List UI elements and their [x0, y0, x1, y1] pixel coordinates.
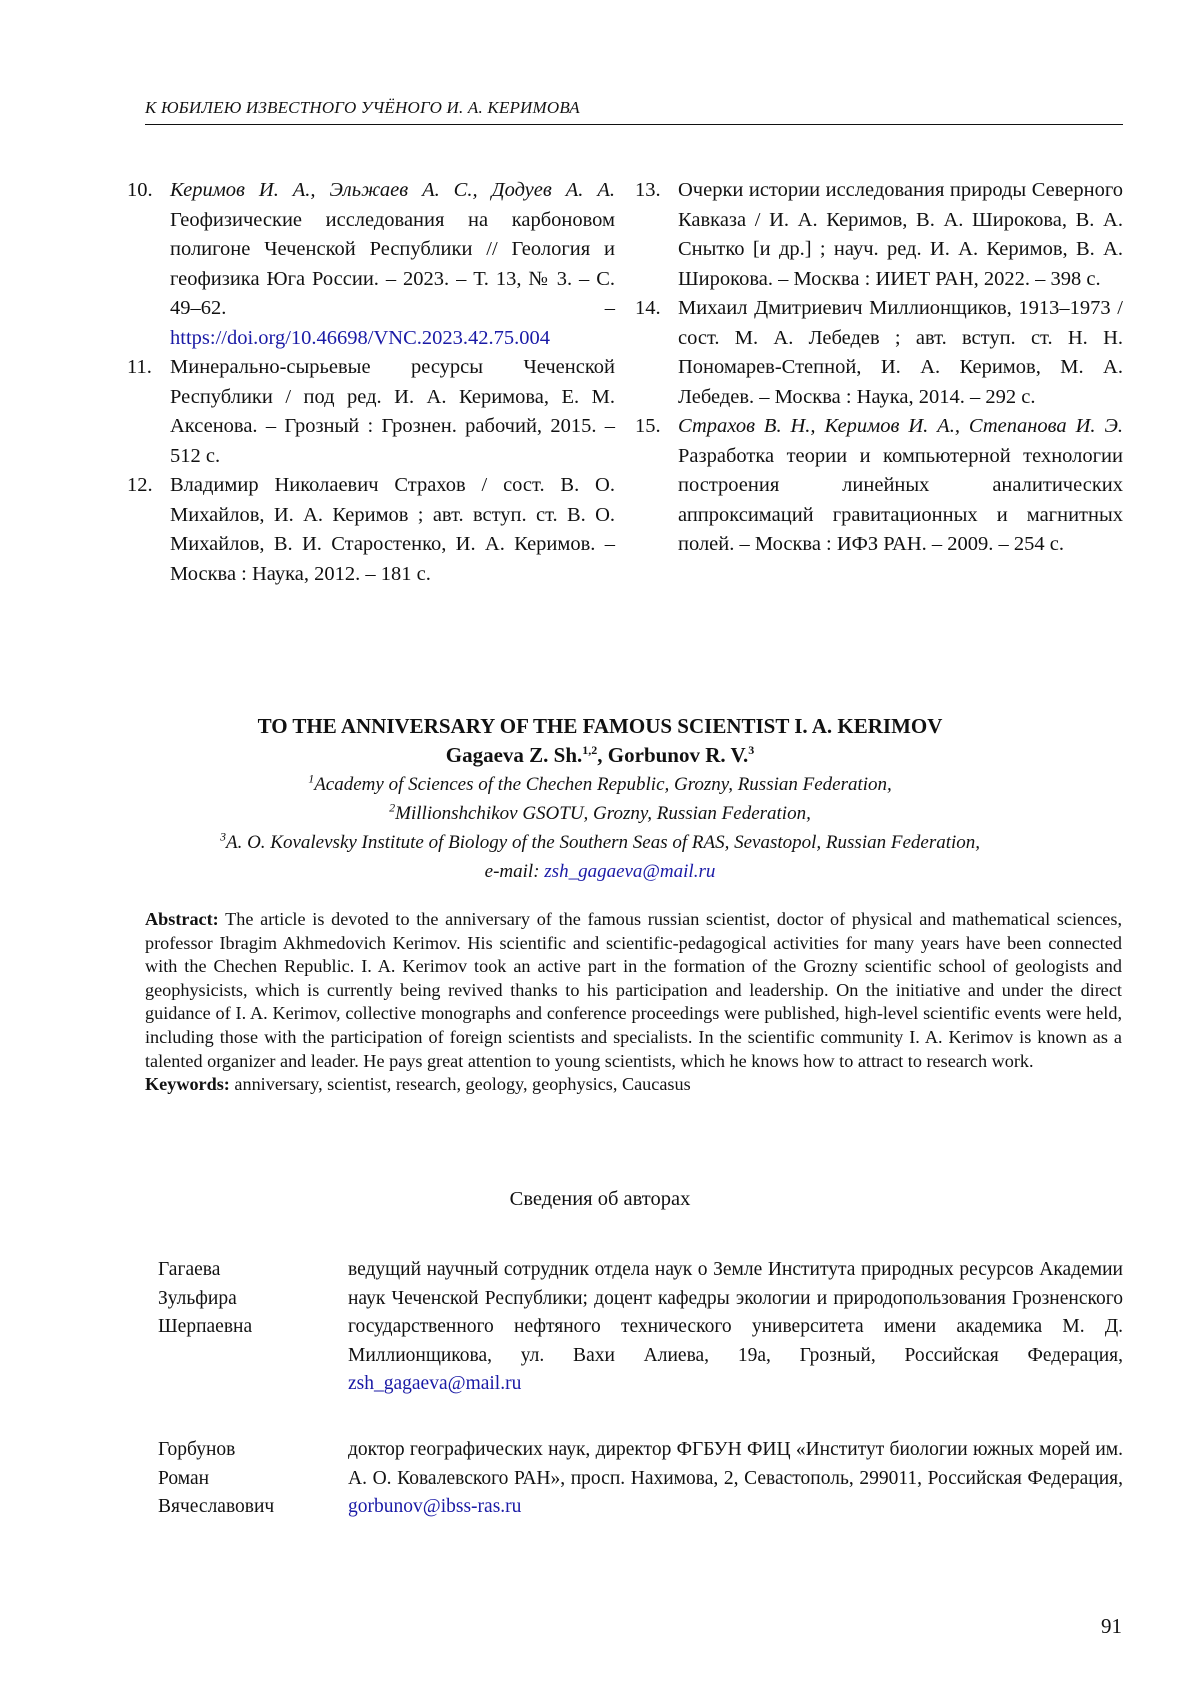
english-title: TO THE ANNIVERSARY OF THE FAMOUS SCIENTIST I. A. KERIMOV — [257, 714, 943, 738]
author-patronymic: Вячеславович — [158, 1496, 275, 1517]
affiliation-sup: 2 — [389, 800, 396, 815]
author-separator: , — [597, 743, 608, 767]
english-authors — [0, 741, 1200, 770]
references-left-column — [127, 176, 615, 589]
page-number: 91 — [1101, 1614, 1122, 1638]
author-first-name: Зульфира — [158, 1287, 237, 1309]
author-surname: Горбунов — [158, 1439, 236, 1460]
authors-section-title: Сведения об авторах — [509, 1188, 691, 1210]
keywords-line — [145, 1073, 1122, 1097]
author-email-link[interactable]: zsh_gagaeva@mail.ru — [348, 1373, 522, 1394]
references-right-column — [635, 176, 1123, 560]
reference-text: Владимир Николаевич Страхов / сост. В. О. Михайлов, И. А. Керимов ; авт. вступ. ст. В. О. Михайлов, В. И. Старостенко, И. А. Керимов. – Москва : Наука, 2012. – 181 с. — [170, 474, 615, 585]
affiliation-text: Millionshchikov GSOTU, Grozny, Russian Federation, — [395, 803, 811, 824]
reference-number: 15. — [635, 415, 661, 437]
reference-text: Михаил Дмитриевич Миллионщиков, 1913–1973 / сост. М. А. Лебедев ; авт. вступ. ст. Н. Н. Пономарев-Степной, И. А. Керимов, М. А. Лебедев. – Москва : Наука, 2014. – 292 с. — [678, 297, 1123, 408]
affiliation-text: Academy of Sciences of the Chechen Republic, Grozny, Russian Federation, — [314, 774, 892, 795]
email-link[interactable]: zsh_gagaeva@mail.ru — [544, 861, 716, 882]
reference-item — [127, 176, 615, 353]
author-desc-text: доктор географических наук, директор ФГБУН ФИЦ «Институт биологии южных морей им. А. О. Ковалевского РАН», просп. Нахимова, 2, Севастополь, 299011, Российская Федерация, — [348, 1439, 1123, 1489]
author-email-link[interactable]: gorbunov@ibss-ras.ru — [348, 1496, 522, 1517]
reference-text: Очерки истории исследования природы Северного Кавказа / И. А. Керимов, В. А. Широкова, В. А. Снытко [и др.] ; науч. ред. И. А. Керимов, В. А. Широкова. – Москва : ИИЕТ РАН, 2022. – 398 с. — [678, 179, 1123, 290]
reference-number: 14. — [635, 297, 661, 319]
abstract-text: The article is devoted to the anniversary of the famous russian scientist, doctor of physical and mathematical sciences, professor Ibragim Akhmedovich Kerimov. His scientific and scientific-pedagogical activities for many years have been connected with the Chechen Republic. I. A. Kerimov took an active part in the formation of the Grozny scientific school of geologists and geophysicists, which is currently being revived thanks to his participation and leadership. On the initiative and under the direct guidance of I. A. Kerimov, collective monographs and conference proceedings were published, high-level scientific events were held, including those with the participation of foreign scientists and specialists. In the scientific community I. A. Kerimov is known as a talented organizer and leader. He pays great attention to young scientists, which he knows how to attract to research work. — [145, 909, 1122, 1071]
affiliation-sup: 3 — [219, 829, 226, 844]
author-surname: Гагаева — [158, 1259, 221, 1280]
reference-number: 12. — [127, 474, 153, 496]
affiliation-text: A. O. Kovalevsky Institute of Biology of the Southern Seas of RAS, Sevastopol, Russian Federation, — [225, 832, 981, 853]
author-full-name — [158, 1436, 328, 1522]
email-label: e-mail: — [484, 861, 545, 882]
doi-link[interactable]: https://doi.org/10.46698/VNC.2023.42.75.004 — [170, 326, 551, 349]
author-name: Gagaeva Z. Sh. — [445, 743, 583, 767]
author-description — [348, 1256, 1123, 1399]
reference-item — [127, 471, 615, 589]
author-desc-text: ведущий научный сотрудник отдела наук о Земле Института природных ресурсов Академии наук Чеченской Республики; доцент кафедры экологии и природопользования Грозненского государственного нефтяного технического университета имени академика М. Д. Миллионщикова, ул. Вахи Алиева, 19а, Грозный, Российская Федерация, — [348, 1259, 1123, 1366]
author-affiliation-sup: 1,2 — [582, 743, 598, 757]
reference-item — [635, 176, 1123, 294]
contact-email — [0, 857, 1200, 886]
reference-text: Геофизические исследования на карбоновом полигоне Чеченской Республики // Геология и геофизика Юга России. – 2023. – Т. 13, № 3. – С. 49–62. – — [170, 208, 615, 319]
abstract-label: Abstract: — [145, 909, 219, 929]
author-name: Gorbunov R. V. — [607, 743, 749, 767]
abstract — [145, 908, 1122, 1097]
reference-item — [635, 294, 1123, 412]
author-first-name: Роман — [158, 1467, 210, 1489]
affiliation — [0, 828, 1200, 857]
reference-number: 13. — [635, 179, 661, 201]
author-info-row — [158, 1436, 1123, 1522]
reference-number: 10. — [127, 179, 153, 201]
author-patronymic: Шерпаевна — [158, 1316, 253, 1337]
author-description — [348, 1436, 1123, 1522]
running-header: К ЮБИЛЕЮ ИЗВЕСТНОГО УЧЁНОГО И. А. КЕРИМОВА — [145, 98, 1123, 125]
reference-item — [127, 353, 615, 471]
reference-authors: Страхов В. Н., Керимов И. А., Степанова И. Э. — [678, 415, 1123, 437]
reference-item — [635, 412, 1123, 560]
author-full-name — [158, 1256, 328, 1342]
reference-text: Разработка теории и компьютерной технологии построения линейных аналитических аппроксимаций гравитационных и магнитных полей. – Москва : ИФЗ РАН. – 2009. – 254 с. — [678, 444, 1123, 555]
keywords-label: Keywords: — [145, 1074, 230, 1095]
reference-authors: Керимов И. А., Эльжаев А. С., Додуев А. А. — [170, 179, 615, 201]
english-title-block — [0, 712, 1200, 886]
affiliation-sup: 1 — [308, 771, 315, 786]
author-info-row — [158, 1256, 1123, 1399]
reference-number: 11. — [127, 356, 152, 378]
keywords-text: anniversary, scientist, research, geology, geophysics, Caucasus — [229, 1074, 691, 1095]
author-affiliation-sup: 3 — [748, 743, 755, 757]
affiliation — [0, 799, 1200, 828]
abstract-paragraph — [145, 908, 1122, 1073]
reference-text: Минерально-сырьевые ресурсы Чеченской Республики / под ред. И. А. Керимова, Е. М. Аксенова. – Грозный : Грознен. рабочий, 2015. – 512 с. — [170, 356, 615, 467]
affiliation — [0, 770, 1200, 799]
